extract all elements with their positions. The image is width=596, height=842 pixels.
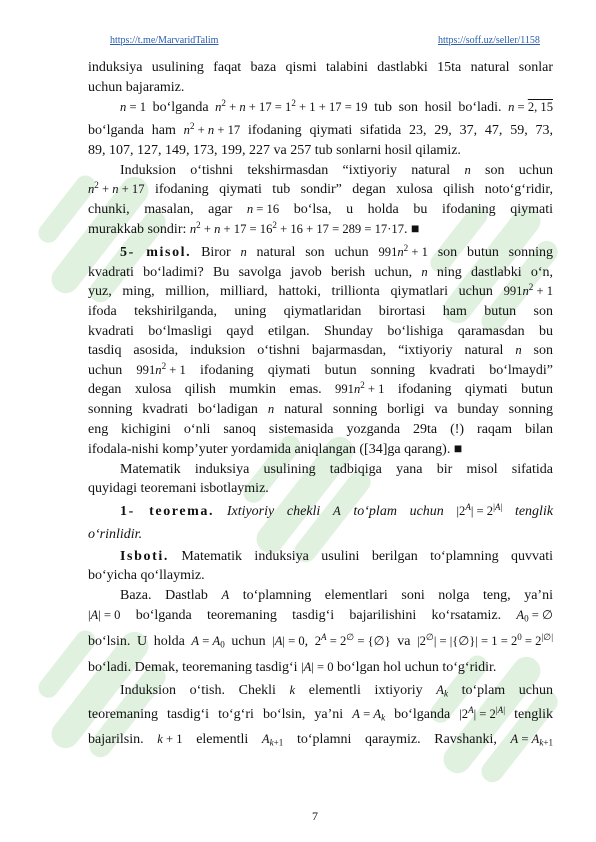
math-expression bbox=[456, 503, 502, 518]
superscript bbox=[426, 632, 434, 642]
math-expression bbox=[352, 708, 385, 723]
text-run: elementli bbox=[182, 732, 262, 747]
text-line bbox=[88, 632, 553, 652]
math-variable: A bbox=[436, 683, 444, 697]
math-symbol: = 2 bbox=[521, 634, 542, 648]
math-variable: n bbox=[112, 182, 119, 196]
italic-text: to‘plam uchun bbox=[353, 504, 444, 519]
math-expression bbox=[262, 733, 283, 748]
math-symbol: = {∅} bbox=[354, 634, 391, 648]
math-variable: n bbox=[267, 402, 275, 416]
text-run: elementli ixtiyoriy bbox=[295, 683, 437, 698]
math-symbol: +1 bbox=[543, 737, 553, 748]
text-run: natural son uchun bbox=[246, 245, 379, 260]
text-line bbox=[88, 243, 553, 263]
text-run: bo‘lganda teoremaning tasdig‘i bajarilishini ko‘rsatamiz. bbox=[120, 608, 517, 623]
text-run: chunki, masalan, agar bbox=[88, 202, 247, 217]
text-line bbox=[88, 263, 553, 283]
math-symbol: + 17 = 1 bbox=[245, 100, 292, 114]
superscript bbox=[493, 502, 502, 512]
math-expression bbox=[504, 283, 553, 298]
text-run: ifodaning qiymati butun sonning kvadrati bo‘lmaydi” bbox=[185, 363, 553, 378]
text-run: bo‘ladi. Demak, teoremaning tasdig‘i bbox=[88, 660, 302, 675]
math-symbol: 2 bbox=[272, 220, 277, 231]
math-expression bbox=[88, 181, 145, 196]
math-variable: A bbox=[516, 608, 525, 622]
math-variable: n bbox=[207, 123, 215, 137]
text-run: son uchun bbox=[470, 163, 553, 178]
superscript bbox=[541, 632, 553, 642]
math-expression bbox=[215, 99, 367, 114]
math-symbol: | bbox=[500, 502, 503, 513]
math-symbol: + 16 + 17 = 289 = 17·17 bbox=[276, 222, 404, 236]
math-symbol: + 17 bbox=[214, 123, 241, 137]
text-run: ning dastlabki o‘n, bbox=[427, 265, 553, 280]
math-symbol: + 1 bbox=[166, 363, 186, 377]
text-line bbox=[88, 220, 553, 240]
math-variable: k bbox=[269, 737, 274, 748]
math-symbol: 991 bbox=[503, 284, 523, 298]
math-symbol: |2 bbox=[417, 634, 426, 648]
text-run: Baza. Dastlab bbox=[120, 588, 222, 603]
text-run: tub son hosil bo‘ladi. bbox=[367, 100, 509, 115]
math-expression bbox=[315, 633, 391, 648]
text-line bbox=[88, 440, 553, 460]
math-symbol: + bbox=[225, 100, 240, 114]
math-variable: A bbox=[274, 634, 283, 648]
math-symbol: 2 bbox=[291, 98, 296, 109]
math-symbol: | bbox=[272, 634, 275, 648]
text-line bbox=[88, 681, 553, 701]
text-run: ifodaning qiymati sifatida 23, 29, 37, 47, 59, 73, bbox=[240, 123, 553, 138]
math-symbol: 2 bbox=[360, 380, 365, 391]
math-variable: A bbox=[465, 502, 471, 513]
telegram-link[interactable]: https://t.me/MarvaridTalim bbox=[110, 35, 219, 46]
math-variable: A bbox=[261, 732, 270, 746]
math-expression bbox=[120, 101, 146, 114]
text-run: ifodaning qiymati tub sondir” degan xulosa qilish noto‘g‘ridir, bbox=[144, 182, 553, 197]
italic-text: tenglik bbox=[514, 504, 554, 519]
text-run: ifodala-nishi komp’yuter yordamida aniqlangan ([34]ga qarang). ■ bbox=[88, 442, 463, 457]
bold-heading: 1- teorema. bbox=[120, 504, 215, 519]
math-symbol: + 17 = 16 bbox=[220, 222, 273, 236]
math-expression bbox=[88, 609, 120, 622]
overline-range bbox=[528, 100, 553, 114]
math-expression bbox=[136, 362, 185, 377]
math-symbol: 2 bbox=[189, 121, 195, 132]
text-run: Matematik induksiya usulini berilgan to‘plamning quvvati bbox=[168, 549, 553, 564]
math-symbol: | = 0 bbox=[98, 608, 121, 622]
text-run: degan xulosa qilish mumkin emas. bbox=[88, 382, 336, 397]
math-expression bbox=[190, 221, 404, 236]
math-symbol: 991 bbox=[335, 382, 354, 396]
math-variable: A bbox=[352, 707, 360, 721]
text-run: Biror bbox=[191, 245, 241, 260]
math-variable: n bbox=[183, 123, 190, 137]
math-symbol: 991 bbox=[378, 245, 398, 259]
text-line bbox=[88, 730, 553, 750]
text-run: Induksion o‘tishni tekshirmasdan “ixtiyoriy natural bbox=[120, 163, 465, 178]
text-line bbox=[88, 502, 553, 522]
math-expression bbox=[272, 635, 304, 648]
math-expression bbox=[333, 505, 341, 518]
math-variable: k bbox=[381, 712, 386, 723]
math-variable: n bbox=[120, 100, 127, 114]
math-variable: A bbox=[212, 634, 221, 648]
math-symbol: = bbox=[199, 634, 213, 648]
text-run: sonning kvadrati bo‘ladigan bbox=[88, 402, 268, 417]
text-run: teoremaning tasdig‘i to‘g‘ri bo‘lsin, ya’ni bbox=[88, 707, 353, 722]
math-symbol: | bbox=[503, 705, 506, 716]
math-symbol: = 2 bbox=[326, 634, 347, 648]
math-expression bbox=[459, 706, 505, 721]
italic-text: Ixtiyoriy chekli bbox=[226, 504, 321, 519]
math-variable: n bbox=[189, 222, 197, 236]
math-expression bbox=[417, 633, 553, 648]
math-expression bbox=[378, 244, 427, 259]
math-symbol: 0 bbox=[524, 613, 529, 624]
math-expression bbox=[301, 661, 333, 674]
math-expression bbox=[508, 101, 553, 114]
math-symbol: + 1 bbox=[408, 245, 428, 259]
text-line bbox=[88, 78, 553, 98]
math-symbol: 0 bbox=[220, 639, 225, 650]
text-line bbox=[88, 400, 553, 420]
math-symbol: | bbox=[301, 660, 304, 674]
text-line bbox=[88, 380, 553, 400]
math-symbol: | = |{∅}| = 1 = 2 bbox=[433, 634, 518, 648]
math-variable: n bbox=[215, 100, 222, 114]
math-symbol: 991 bbox=[136, 363, 156, 377]
text-run: uchun bbox=[224, 634, 273, 649]
text-line bbox=[88, 341, 553, 361]
math-symbol: + 1 bbox=[162, 732, 183, 746]
math-expression bbox=[221, 589, 229, 602]
text-run: bo‘lganda bbox=[385, 707, 460, 722]
text-run bbox=[320, 504, 333, 519]
math-expression bbox=[157, 733, 182, 746]
math-variable: A bbox=[221, 588, 230, 602]
text-line bbox=[88, 479, 553, 499]
text-line bbox=[88, 525, 553, 545]
math-symbol: | = 0 bbox=[282, 634, 305, 648]
text-run: eng kichigini o‘nli sanoq sistemasida yozganda 29ta (!) raqam bilan bbox=[88, 422, 553, 437]
text-run: tenglik bbox=[505, 707, 554, 722]
subscript bbox=[270, 738, 284, 748]
math-symbol: = 16 bbox=[253, 202, 280, 216]
math-symbol: +1 bbox=[273, 737, 284, 748]
math-symbol: |2 bbox=[459, 707, 469, 721]
math-symbol: = bbox=[518, 732, 532, 746]
math-variable: n bbox=[522, 284, 529, 298]
text-run bbox=[341, 504, 354, 519]
math-variable: n bbox=[515, 343, 522, 357]
math-expression bbox=[511, 733, 554, 748]
math-expression bbox=[335, 381, 384, 396]
math-variable: A bbox=[303, 660, 312, 674]
math-symbol: ∅ bbox=[425, 632, 434, 643]
math-symbol: 2 bbox=[314, 634, 322, 648]
text-run: Matematik induksiya usulining tadbiqiga yana bir misol sifatida bbox=[120, 462, 553, 477]
text-run: to‘plamning elementlari soni nolga teng, ya’ni bbox=[229, 588, 553, 603]
text-run: uchun bajaramiz. bbox=[88, 80, 185, 95]
math-variable: k bbox=[157, 732, 163, 746]
text-line bbox=[88, 658, 553, 678]
text-run: ifodaning qiymati butun bbox=[384, 382, 553, 397]
text-run: natural sonning borligi va bunday sonning bbox=[274, 402, 554, 417]
text-line bbox=[88, 58, 553, 78]
math-variable: k bbox=[443, 688, 449, 699]
text-run: bo‘lgan hol uchun to‘g‘ridir. bbox=[333, 660, 497, 675]
text-line bbox=[88, 547, 553, 567]
text-run: tasdiq asosida, induksion o‘tishni bajarmasdan, “ixtiyoriy natural bbox=[88, 343, 516, 358]
math-variable: k bbox=[539, 737, 544, 748]
italic-text: o‘rinlidir. bbox=[88, 527, 143, 542]
text-line bbox=[88, 121, 553, 141]
text-line bbox=[88, 141, 553, 161]
math-variable: n bbox=[155, 363, 162, 377]
text-line bbox=[88, 361, 553, 381]
text-run bbox=[214, 504, 227, 519]
text-run: bajarilsin. bbox=[88, 732, 158, 747]
math-variable: n bbox=[88, 182, 95, 196]
text-run: kvadrati bo‘lmasligi qayd etilgan. Shunday bo‘lishiga qaramasdan bu bbox=[88, 324, 553, 339]
text-line bbox=[88, 460, 553, 480]
math-symbol: 0 bbox=[517, 632, 522, 643]
text-run: son butun sonning bbox=[427, 245, 553, 260]
text-run: 89, 107, 127, 149, 173, 199, 227 va 257 tub sonlarni hosil qilamiz. bbox=[88, 143, 461, 158]
text-line bbox=[88, 98, 553, 118]
text-line bbox=[88, 606, 553, 626]
math-variable: A bbox=[531, 732, 540, 746]
text-line bbox=[88, 586, 553, 606]
math-symbol: 2 bbox=[196, 220, 201, 231]
text-line bbox=[88, 200, 553, 220]
text-line bbox=[88, 180, 553, 200]
math-variable: A bbox=[497, 705, 504, 716]
math-symbol: 2 bbox=[528, 282, 534, 293]
math-symbol: | bbox=[88, 608, 91, 622]
math-symbol: + bbox=[194, 123, 208, 137]
math-expression bbox=[191, 635, 224, 650]
page-number: 7 bbox=[312, 809, 318, 823]
math-symbol: | bbox=[493, 502, 495, 513]
text-run bbox=[502, 504, 515, 519]
math-variable: n bbox=[464, 163, 471, 177]
bold-heading: 5- misol. bbox=[120, 245, 192, 260]
math-variable: n bbox=[353, 382, 361, 396]
math-variable: k bbox=[289, 683, 296, 697]
text-run: bo‘lganda ham bbox=[88, 123, 184, 138]
math-expression bbox=[436, 684, 448, 699]
text-run: bo‘lsin. U holda bbox=[88, 634, 192, 649]
text-line bbox=[88, 322, 553, 342]
math-variable: A bbox=[321, 632, 327, 643]
text-run: kvadrati bo‘ladimi? Bu savolga javob berish uchun, bbox=[88, 265, 422, 280]
text-line bbox=[88, 282, 553, 302]
math-variable: n bbox=[397, 245, 404, 259]
math-variable: n bbox=[214, 222, 221, 236]
text-run: bo‘yicha qo‘llaymiz. bbox=[88, 568, 205, 583]
text-run: uchun bbox=[88, 363, 137, 378]
text-run: quyidagi teoremani isbotlaymiz. bbox=[88, 481, 269, 496]
superscript bbox=[496, 705, 505, 715]
math-symbol: |∅| bbox=[541, 632, 554, 643]
text-line bbox=[88, 302, 553, 322]
text-run: induksiya usulining faqat baza qismi talabini dastlabki 15ta natural sonlar bbox=[88, 60, 553, 75]
math-symbol: |2 bbox=[456, 504, 466, 518]
math-symbol: ∅ bbox=[346, 632, 355, 643]
math-variable: A bbox=[90, 608, 99, 622]
math-symbol: | = 2 bbox=[470, 504, 494, 518]
text-line bbox=[88, 420, 553, 440]
text-run: to‘plamni qaraymiz. Ravshanki, bbox=[283, 732, 511, 747]
math-symbol: + 1 + 17 = 19 bbox=[295, 100, 368, 114]
math-expression bbox=[516, 609, 553, 624]
math-symbol: 2 bbox=[221, 98, 226, 109]
math-symbol: | = 2 bbox=[473, 707, 496, 721]
math-symbol: + bbox=[98, 182, 113, 196]
math-symbol: + 1 bbox=[364, 382, 385, 396]
math-variable: A bbox=[333, 504, 341, 518]
text-line bbox=[88, 705, 553, 725]
math-variable: n bbox=[421, 265, 428, 279]
text-run: ifoda tekshirilganda, uning qiymatlaridan birortasi ham butun son bbox=[88, 304, 553, 319]
math-variable: n bbox=[246, 202, 254, 216]
text-run: Induksion o‘tish. Chekli bbox=[120, 683, 290, 698]
math-symbol: = ∅ bbox=[528, 608, 553, 622]
math-symbol: = 1 bbox=[126, 100, 146, 114]
math-expression bbox=[247, 203, 279, 216]
math-symbol: + 1 bbox=[533, 284, 553, 298]
math-variable: A bbox=[510, 732, 519, 746]
text-line bbox=[88, 566, 553, 586]
bold-heading: Isboti. bbox=[120, 549, 169, 564]
seller-link[interactable]: https://soff.uz/seller/1158 bbox=[438, 35, 540, 46]
text-run: murakkab sondir: bbox=[88, 222, 190, 237]
math-symbol: 2 bbox=[161, 361, 167, 372]
text-run: yuz, ming, million, milliard, hattoki, trillionta qiymatlari uchun bbox=[88, 284, 504, 299]
math-symbol: | = 0 bbox=[311, 660, 334, 674]
math-variable: A bbox=[373, 707, 382, 721]
math-variable: A bbox=[468, 705, 474, 716]
math-variable: n bbox=[239, 100, 246, 114]
text-run: to‘plam uchun bbox=[448, 683, 553, 698]
math-variable: n bbox=[240, 245, 247, 259]
subscript bbox=[539, 738, 553, 748]
math-symbol: = bbox=[514, 100, 528, 114]
math-variable: A bbox=[191, 634, 200, 648]
text-run: . ■ bbox=[404, 222, 420, 237]
text-line bbox=[88, 161, 553, 181]
math-symbol: + bbox=[200, 222, 215, 236]
math-symbol: | bbox=[495, 705, 498, 716]
text-run: , bbox=[304, 634, 315, 649]
math-symbol: + 17 bbox=[118, 182, 145, 196]
math-expression bbox=[184, 122, 241, 137]
text-run: bo‘lganda bbox=[146, 100, 216, 115]
text-run: son bbox=[521, 343, 553, 358]
math-symbol: 2, 15 bbox=[527, 100, 553, 114]
text-run: bo‘lsa, u holda bu ifodaning qiymati bbox=[279, 202, 553, 217]
math-symbol: 2 bbox=[403, 243, 409, 254]
math-variable: A bbox=[494, 502, 501, 513]
text-run bbox=[444, 504, 457, 519]
math-symbol: = bbox=[359, 707, 374, 721]
math-symbol: 2 bbox=[94, 180, 99, 191]
text-run: va bbox=[390, 634, 418, 649]
math-variable: n bbox=[508, 100, 515, 114]
